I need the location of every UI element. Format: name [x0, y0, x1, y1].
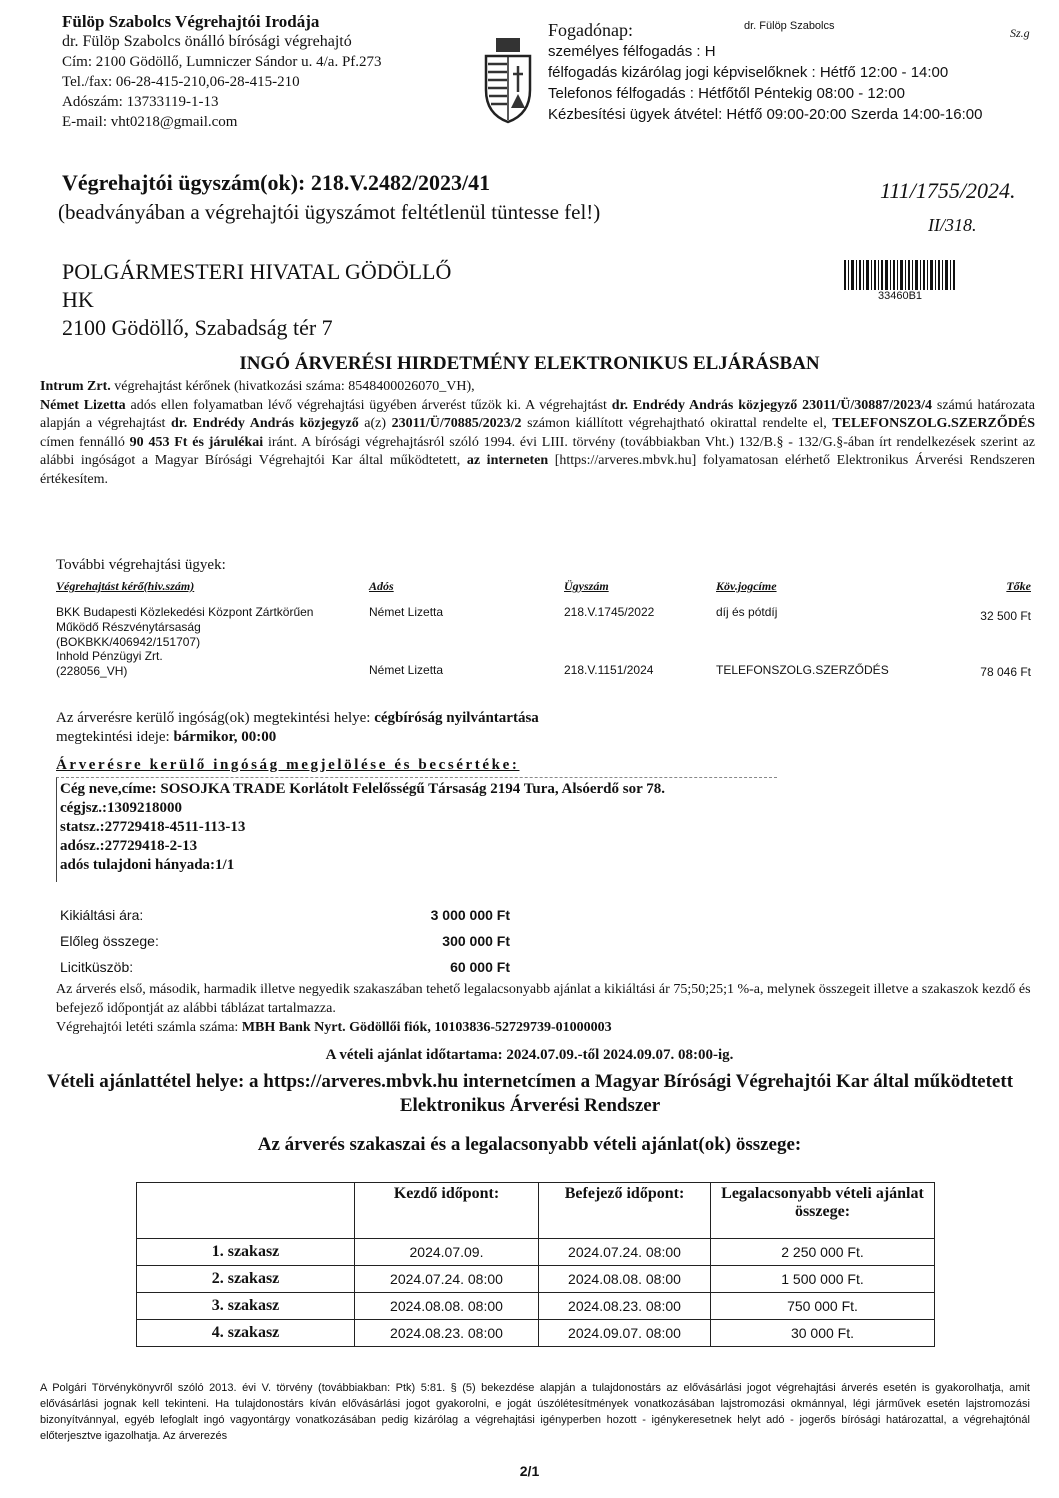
- inspection-time-value: bármikor, 00:00: [173, 729, 277, 745]
- inspection-info: [56, 709, 539, 747]
- table-row: [56, 649, 163, 679]
- stage-start: 2024.08.08. 08:00: [355, 1293, 539, 1320]
- case-number: Végrehajtói ügyszám(ok): 218.V.2482/2023/41: [62, 170, 491, 195]
- case-number-cell: 218.V.1745/2022: [564, 605, 655, 619]
- offer-period: A vételi ajánlat időtartama: 2024.07.09.-től 2024.09.07. 08:00-ig.: [325, 1047, 734, 1063]
- debtor-ownership-share: adós tulajdoni hányada:1/1: [60, 857, 235, 873]
- inspection-time-label: megtekintési ideje:: [56, 729, 174, 745]
- intro-paragraph: [40, 378, 1035, 489]
- intro-text: számon kiállított végrehajtható okirattal rendelte el,: [521, 416, 833, 431]
- office-address: Cím: 2100 Gödöllő, Lumniczer Sándor u. 4/a. Pf.273: [62, 54, 382, 70]
- column-header-start: Kezdő időpont:: [355, 1183, 539, 1239]
- creditor-name: Intrum Zrt.: [40, 379, 111, 394]
- case-number-cell: 218.V.1151/2024: [564, 663, 654, 677]
- column-header-case-number: Ügyszám: [564, 579, 609, 593]
- starting-price-label: Kikiáltási ára:: [60, 907, 144, 923]
- company-statistical-number: statsz.:27729418-4511-113-13: [60, 819, 246, 835]
- account-value: MBH Bank Nyrt. Gödöllői fiók, 10103836-52729739-01000003: [241, 1020, 612, 1035]
- stage-start: 2024.07.09.: [355, 1239, 539, 1266]
- page-number: 2/1: [519, 1463, 540, 1479]
- reception-hours: [548, 20, 1018, 125]
- coat-of-arms-icon: [478, 38, 538, 124]
- creditor-line: (BOKBKK/406942/151707): [56, 635, 201, 649]
- starting-price-value: 3 000 000 Ft: [430, 907, 510, 923]
- stage-name: 1. szakasz: [137, 1239, 355, 1266]
- stage-name: 4. szakasz: [137, 1320, 355, 1347]
- table-row: [137, 1266, 935, 1293]
- item-heading: Árverésre kerülő ingóság megjelölése és becsértéke:: [56, 757, 520, 773]
- claim-amount: 90 453 Ft és járulékai: [129, 434, 264, 450]
- stages-title: Az árverés szakaszai és a legalacsonyabb vételi ajánlat(ok) összege:: [257, 1134, 802, 1155]
- further-cases-label: További végrehajtási ügyek:: [56, 557, 226, 573]
- column-header-claim-title: Köv.jogcíme: [716, 579, 777, 593]
- document-title: INGÓ ÁRVERÉSI HIRDETMÉNY ELEKTRONIKUS ELJÁRÁSBAN: [239, 353, 820, 374]
- barcode-number: 33460B1: [878, 290, 923, 302]
- column-header-creditor: Végrehajtást kérő(hiv.szám): [56, 579, 195, 593]
- intro-emphasis: az interneten: [466, 453, 549, 468]
- debtor-name: Német Lizetta: [40, 397, 126, 413]
- company-name-address: Cég neve,címe: SOSOJKA TRADE Korlátolt Felelősségű Társaság 2194 Tura, Alsóerdő sor 78.: [60, 781, 666, 797]
- addressee: [62, 258, 451, 342]
- stage-min-offer: 30 000 Ft.: [711, 1320, 935, 1347]
- column-header-min-offer: Legalacsonyabb vételi ajánlat összege:: [711, 1183, 935, 1239]
- column-header-stage: [137, 1183, 355, 1239]
- stage-end: 2024.08.23. 08:00: [539, 1293, 711, 1320]
- claim-title-cell: díj és pótdíj: [716, 605, 778, 619]
- stage-min-offer: 750 000 Ft.: [711, 1293, 935, 1320]
- bid-increment-value: 60 000 Ft: [450, 959, 510, 975]
- enforcement-document-number: 23011/Ü/70885/2023/2: [391, 416, 522, 431]
- item-details: [60, 780, 665, 875]
- intro-text: címen fennálló: [40, 434, 130, 450]
- column-header-amount: Tőke: [1006, 579, 1031, 593]
- barcode-icon: [844, 260, 956, 290]
- intro-text: végrehajtást kérőnek (hivatkozási száma: 8548400026070_VH),: [110, 379, 475, 394]
- bid-increment-label: Licitküszöb:: [60, 959, 134, 975]
- stage-name: 3. szakasz: [137, 1293, 355, 1320]
- notary-decision: dr. Endrédy András közjegyző 23011/Ü/30887/2023/4: [611, 397, 933, 413]
- stamp-name: dr. Fülöp Szabolcs: [744, 20, 835, 32]
- stage-end: 2024.07.24. 08:00: [539, 1239, 711, 1266]
- footer-note: A Polgári Törvénykönyvről szóló 2013. évi V. törvény (továbbiakban: Ptk) 5:81. § (5) bekezdése alapján a tulajdonostárs az elővásárlási jogot végrehajtási árverés esetén is gyakorolhatja, amit elővásárlási jognak kell tekinteni. Ha tulajdonostárs kíván elővásárlási jogot gyakorolni, e jogát úszólétesítmények vonatkozásában lajstromozási okmánnyal, légi járművek esetén lajstromozási bizonyítvánnyal, egyéb lefoglalt ingó vagyontárgy vonatkozásában pedig kizárólag a végrehajtási igényperben hozott - igénykeresetnek helyt adó - jogerős bírósági határozattal, a végrehajtónál előterjesztve igazolhatja. Az árverezés: [40, 1382, 1030, 1442]
- company-registration-number: cégjsz.:1309218000: [60, 800, 183, 816]
- creditor-line: BKK Budapesti Közlekedési Központ Zártkörűen: [56, 605, 314, 619]
- stage-end: 2024.09.07. 08:00: [539, 1320, 711, 1347]
- reception-line: félfogadás kizárólag jogi képviselőknek : Hétfő 12:00 - 14:00: [548, 64, 949, 81]
- inspection-place-value: cégbíróság nyilvántartása: [374, 710, 539, 726]
- column-header-end: Befejező időpont:: [539, 1183, 711, 1239]
- column-header-debtor: Adós: [369, 579, 394, 593]
- addressee-dept: HK: [62, 287, 94, 312]
- stages-table: [136, 1182, 935, 1347]
- office-name: Fülöp Szabolcs Végrehajtói Irodája: [62, 12, 320, 31]
- stage-min-offer: 2 250 000 Ft.: [711, 1239, 935, 1266]
- stage-note-text: Az árverés első, második, harmadik illetve negyedik szakaszában tehető legalacsonyabb ajánlat a kikiáltási ár 75;50;25;1 %-a, melynek összegeit illetve a szakaszok kezdő és befejező időpontját az alábbi táblázat tartalmazza.: [56, 982, 1031, 1016]
- reception-line: személyes félfogadás : H: [548, 43, 716, 60]
- creditor-line: (228056_VH): [56, 664, 128, 678]
- debtor-cell: Német Lizetta: [369, 663, 444, 677]
- company-tax-number: adósz.:27729418-2-13: [60, 838, 198, 854]
- addressee-name: POLGÁRMESTERI HIVATAL GÖDÖLLŐ: [62, 259, 452, 284]
- account-label: Végrehajtói letéti számla száma:: [56, 1020, 242, 1035]
- office-email: E-mail: vht0218@gmail.com: [62, 114, 238, 130]
- handwritten-registry-sub: II/318.: [928, 215, 977, 235]
- claim-title-cell: TELEFONSZOLG.SZERZŐDÉS: [716, 663, 889, 677]
- amount-cell: 32 500 Ft: [980, 609, 1031, 623]
- intro-text: iránt. A bírósági végrehajtásról szóló 1994. évi LIII. törvény (továbbiakban Vht.) 132/B.§ - 132/G.§-ában írt rendelkezések szerint az alábbi ingóságot a Magyar Bírósági Végrehajtói Kar által működtetett,: [40, 434, 1035, 468]
- reception-line: Telefonos félfogadás : Hétfőtől Péntekig 08:00 - 12:00: [548, 85, 905, 102]
- office-block: [62, 12, 482, 132]
- signature: Sz.g: [1010, 26, 1030, 40]
- reception-line: Kézbesítési ügyek átvétel: Hétfő 09:00-20:00 Szerda 14:00-16:00: [548, 106, 983, 123]
- notary-name: dr. Endrédy András közjegyző: [171, 416, 359, 431]
- intro-text: adós ellen folyamatban lévő végrehajtási ügyében árverést tűzök ki. A végrehajtást: [125, 397, 612, 413]
- creditor-line: Működő Részvénytársaság: [56, 620, 201, 634]
- table-row: [56, 605, 313, 650]
- stage-note: [56, 980, 1031, 1037]
- stage-min-offer: 1 500 000 Ft.: [711, 1266, 935, 1293]
- offer-place: Vételi ajánlattétel helye: a https://arveres.mbvk.hu internetcímen a Magyar Bírósági Végrehajtói Kar által működtetett Elektronikus Árverési Rendszer: [46, 1071, 1014, 1116]
- case-note: (beadványában a végrehajtói ügyszámot feltétlenül tüntesse fel!): [58, 200, 601, 224]
- deposit-label: Előleg összege:: [60, 933, 159, 949]
- office-tax-id: Adószám: 13733119-1-13: [62, 94, 219, 110]
- intro-text: a(z): [358, 416, 392, 431]
- stage-start: 2024.07.24. 08:00: [355, 1266, 539, 1293]
- handwritten-registry-number: 111/1755/2024.: [880, 178, 1016, 203]
- addressee-address: 2100 Gödöllő, Szabadság tér 7: [62, 315, 333, 340]
- table-row: [137, 1320, 935, 1347]
- stage-name: 2. szakasz: [137, 1266, 355, 1293]
- stage-end: 2024.08.08. 08:00: [539, 1266, 711, 1293]
- table-row: [137, 1239, 935, 1266]
- reception-title: Fogadónap:: [548, 20, 633, 40]
- amount-cell: 78 046 Ft: [980, 665, 1031, 679]
- intro-text: számú határozata alapján a végrehajtást: [40, 397, 1036, 431]
- table-row: [137, 1293, 935, 1320]
- debtor-cell: Német Lizetta: [369, 605, 444, 619]
- creditor-line: Inhold Pénzügyi Zrt.: [56, 649, 163, 663]
- claim-title: TELEFONSZOLG.SZERZŐDÉS: [832, 416, 1035, 431]
- intro-text: [https://arveres.mbvk.hu] folyamatosan elérhető Elektronikus Árverési Rendszeren értékesítem.: [40, 453, 1035, 487]
- office-phone: Tel./fax: 06-28-415-210,06-28-415-210: [62, 74, 300, 90]
- office-subtitle: dr. Fülöp Szabolcs önálló bírósági végrehajtó: [62, 33, 352, 50]
- inspection-place-label: Az árverésre kerülő ingóság(ok) megtekintési helye:: [56, 710, 375, 726]
- stage-start: 2024.08.23. 08:00: [355, 1320, 539, 1347]
- deposit-value: 300 000 Ft: [442, 933, 510, 949]
